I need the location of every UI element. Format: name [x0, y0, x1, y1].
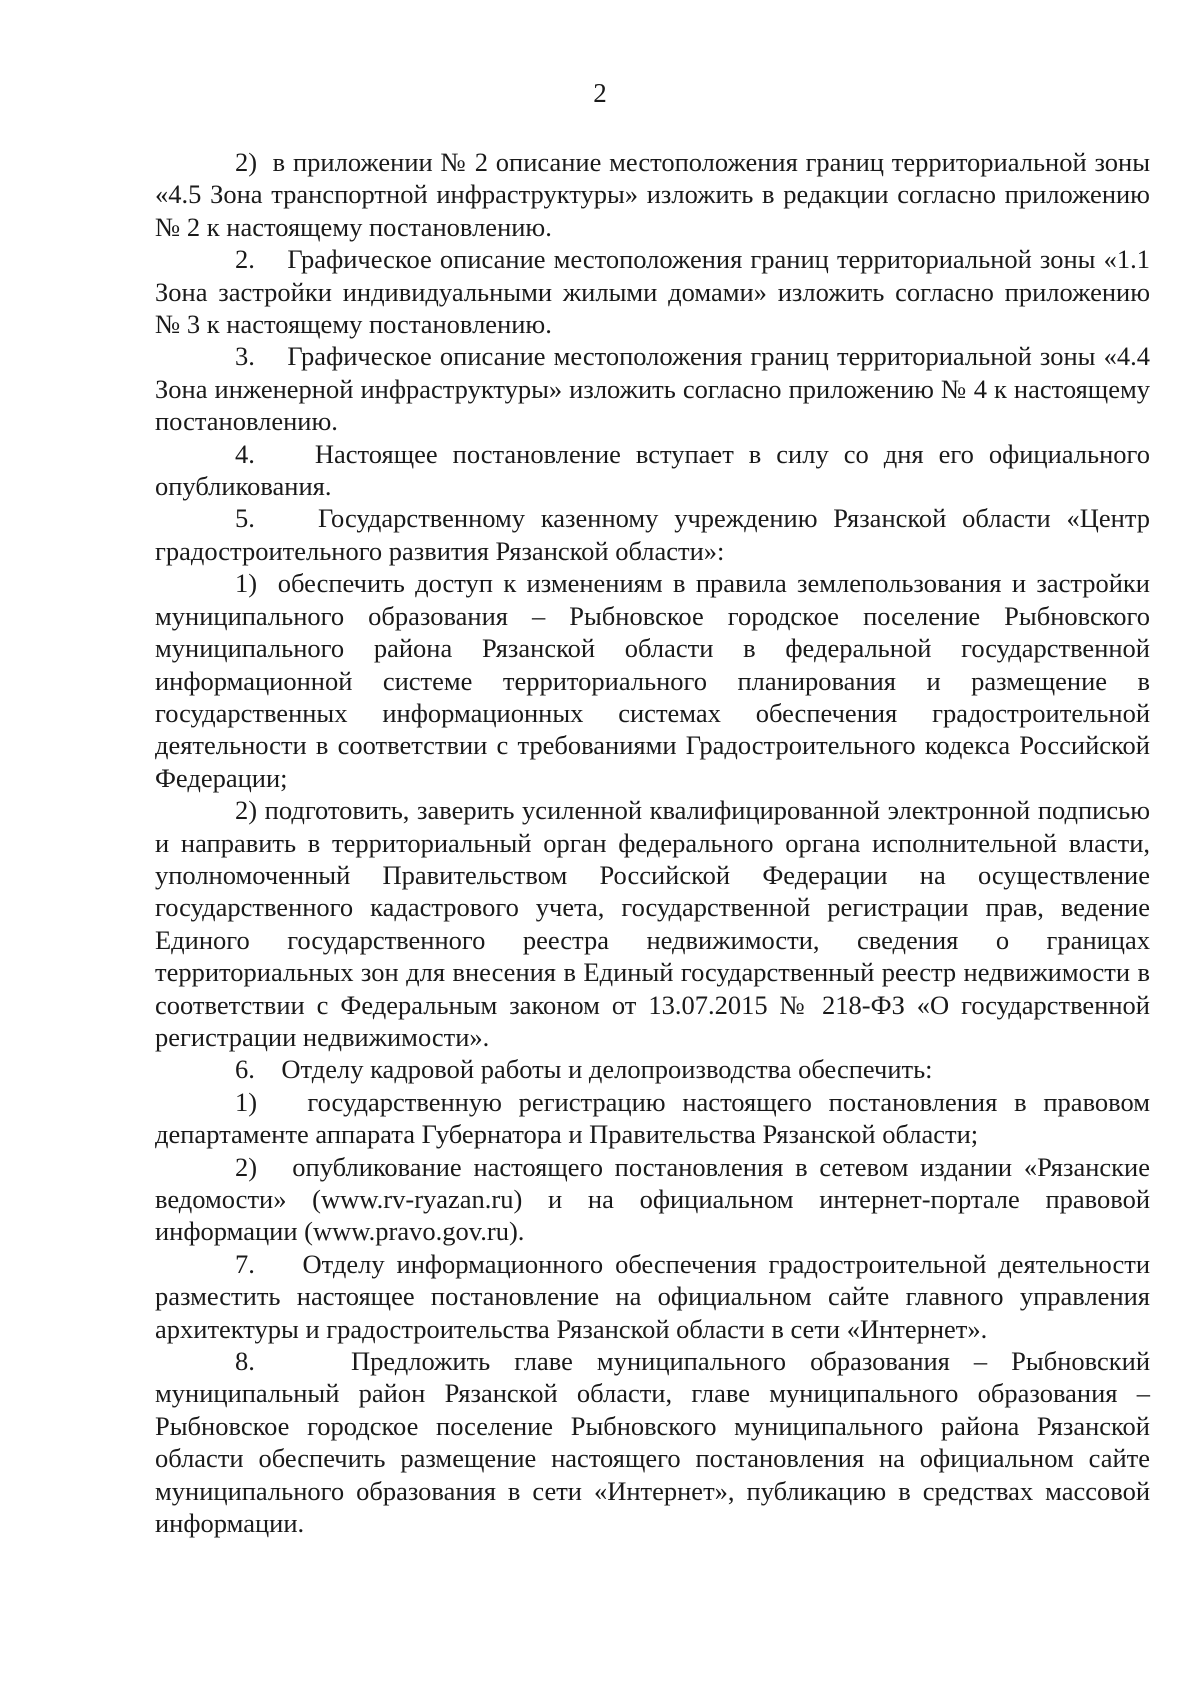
- paragraph-item-7: 7. Отделу информационного обеспечения градостроительной деятельности разместить настоящее постановление на официальном сайте главного управления архитектуры и градостроительства Рязанской области в сети «Интернет».: [155, 1248, 1150, 1344]
- paragraph-item-2: 2. Графическое описание местоположения границ территориальной зоны «1.1 Зона застройки индивидуальными жилыми домами» изложить согласно приложению № 3 к настоящему постановлению.: [155, 244, 1150, 340]
- page-number: 2: [593, 78, 607, 108]
- paragraph-item-3: 3. Графическое описание местоположения границ территориальной зоны «4.4 Зона инженерной инфраструктуры» изложить согласно приложению № 4 к настоящему постановлению.: [155, 341, 1150, 437]
- paragraph-annex-2-zone-4-5: 2) в приложении № 2 описание местоположения границ территориальной зоны «4.5 Зона транспортной инфраструктуры» изложить в редакции согласно приложению № 2 к настоящему постановлению.: [155, 147, 1150, 242]
- paragraph-item-4: 4. Настоящее постановление вступает в силу со дня его официального опубликования.: [155, 438, 1150, 502]
- paragraph-item-5: 5. Государственному казенному учреждению Рязанской области «Центр градостроительного развития Рязанской области»:: [155, 503, 1150, 566]
- paragraph-item-5-1: 1) обеспечить доступ к изменениям в правила землепользования и застройки муниципального образования – Рыбновское городское поселение Рыбновского муниципального района Рязанской области в федеральной государственной информационной системе территориального планирования и размещение в государственных информационных системах обеспечения градостроительной деятельности в соответствии с требованиями Градостроительного кодекса Российской Федерации;: [155, 568, 1150, 793]
- paragraph-item-6-1: 1) государственную регистрацию настоящего постановления в правовом департаменте аппарата Губернатора и Правительства Рязанской области;: [155, 1086, 1150, 1150]
- paragraph-item-5-2: 2) подготовить, заверить усиленной квалифицированной электронной подписью и направить в территориальный орган федерального органа исполнительной власти, уполномоченный Правительством Российской Федерации на осуществление государственного кадастрового учета, государственной регистрации прав, ведение Единого государственного реестра недвижимости, сведения о границах территориальных зон для внесения в Единый государственный реестр недвижимости в соответствии с Федеральным законом от 13.07.2015 № 218-ФЗ «О государственной регистрации недвижимости».: [155, 795, 1150, 1052]
- paragraph-item-8: 8. Предложить главе муниципального образования – Рыбновский муниципальный район Рязанской области, главе муниципального образования – Рыбновское городское поселение Рыбновского муниципального района Рязанской области обеспечить размещение настоящего постановления на официальном сайте муниципального образования в сети «Интернет», публикацию в средствах массовой информации.: [155, 1346, 1150, 1539]
- paragraph-item-6-2: 2) опубликование настоящего постановления в сетевом издании «Рязанские ведомости» (www.rv-ryazan.ru) и на официальном интернет-портале правовой информации (www.pravo.gov.ru).: [155, 1151, 1150, 1247]
- paragraph-item-6: 6. Отделу кадровой работы и делопроизводства обеспечить:: [235, 1054, 933, 1085]
- document-body: [155, 146, 1150, 1539]
